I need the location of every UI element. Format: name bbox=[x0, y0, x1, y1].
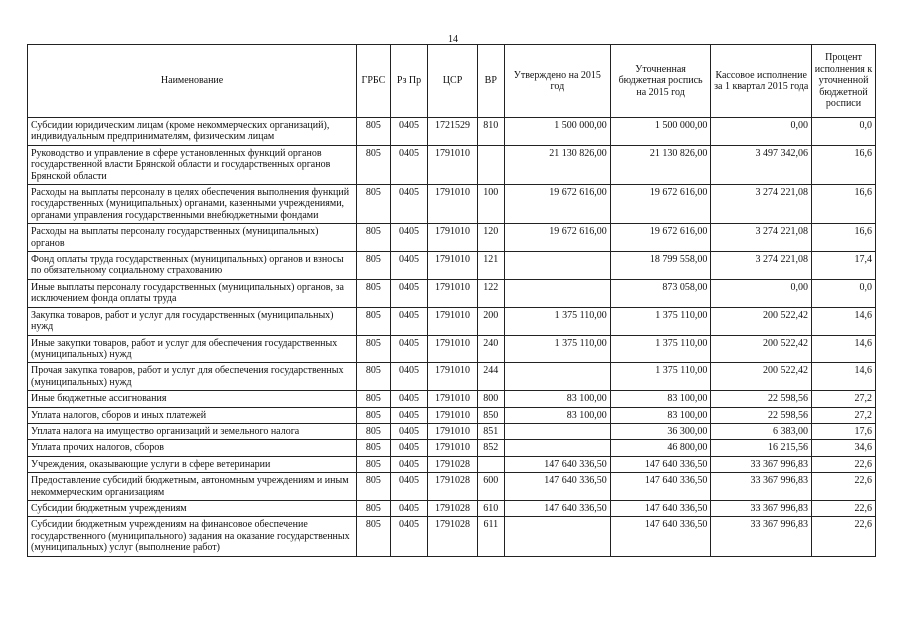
cell-grbs: 805 bbox=[357, 307, 391, 335]
cell-percent: 22,6 bbox=[812, 473, 876, 501]
cell-cash: 22 598,56 bbox=[711, 407, 812, 423]
cell-percent: 14,6 bbox=[812, 307, 876, 335]
table-row bbox=[28, 185, 876, 224]
cell-refined: 147 640 336,50 bbox=[610, 500, 711, 516]
cell-rzpr: 0405 bbox=[390, 307, 428, 335]
cell-cash: 0,00 bbox=[711, 279, 812, 307]
table-row bbox=[28, 407, 876, 423]
cell-refined: 1 375 110,00 bbox=[610, 335, 711, 363]
cell-approved bbox=[504, 279, 610, 307]
header-vr: ВР bbox=[477, 45, 504, 118]
cell-name: Субсидии бюджетным учреждениям на финансовое обеспечение государственного (муниципального) задания на оказание государственных (муниципальных) услуг (выполнение работ) bbox=[28, 517, 357, 556]
cell-cash: 3 274 221,08 bbox=[711, 252, 812, 280]
cell-rzpr: 0405 bbox=[390, 185, 428, 224]
cell-grbs: 805 bbox=[357, 335, 391, 363]
cell-cash: 22 598,56 bbox=[711, 391, 812, 407]
table-row bbox=[28, 307, 876, 335]
cell-percent: 17,6 bbox=[812, 423, 876, 439]
cell-vr: 810 bbox=[477, 118, 504, 146]
cell-cash: 33 367 996,83 bbox=[711, 456, 812, 472]
cell-percent: 16,6 bbox=[812, 224, 876, 252]
cell-vr: 121 bbox=[477, 252, 504, 280]
cell-refined: 873 058,00 bbox=[610, 279, 711, 307]
cell-refined: 1 375 110,00 bbox=[610, 363, 711, 391]
cell-vr: 600 bbox=[477, 473, 504, 501]
cell-grbs: 805 bbox=[357, 145, 391, 184]
cell-name: Закупка товаров, работ и услуг для государственных (муниципальных) нужд bbox=[28, 307, 357, 335]
cell-percent: 17,4 bbox=[812, 252, 876, 280]
cell-percent: 27,2 bbox=[812, 407, 876, 423]
cell-rzpr: 0405 bbox=[390, 473, 428, 501]
cell-cash: 16 215,56 bbox=[711, 440, 812, 456]
cell-percent: 0,0 bbox=[812, 118, 876, 146]
cell-percent: 14,6 bbox=[812, 335, 876, 363]
table-body bbox=[28, 118, 876, 557]
cell-rzpr: 0405 bbox=[390, 440, 428, 456]
cell-cash: 0,00 bbox=[711, 118, 812, 146]
cell-vr: 800 bbox=[477, 391, 504, 407]
cell-rzpr: 0405 bbox=[390, 456, 428, 472]
cell-name: Уплата налогов, сборов и иных платежей bbox=[28, 407, 357, 423]
cell-vr: 240 bbox=[477, 335, 504, 363]
cell-grbs: 805 bbox=[357, 473, 391, 501]
cell-grbs: 805 bbox=[357, 363, 391, 391]
cell-csr: 1791010 bbox=[428, 224, 477, 252]
cell-rzpr: 0405 bbox=[390, 423, 428, 439]
cell-cash: 33 367 996,83 bbox=[711, 517, 812, 556]
cell-approved: 19 672 616,00 bbox=[504, 224, 610, 252]
cell-rzpr: 0405 bbox=[390, 391, 428, 407]
cell-cash: 200 522,42 bbox=[711, 307, 812, 335]
cell-approved: 1 375 110,00 bbox=[504, 307, 610, 335]
cell-csr: 1791010 bbox=[428, 307, 477, 335]
cell-grbs: 805 bbox=[357, 440, 391, 456]
cell-name: Учреждения, оказывающие услуги в сфере ветеринарии bbox=[28, 456, 357, 472]
cell-percent: 34,6 bbox=[812, 440, 876, 456]
cell-name: Иные бюджетные ассигнования bbox=[28, 391, 357, 407]
cell-vr: 100 bbox=[477, 185, 504, 224]
cell-cash: 33 367 996,83 bbox=[711, 473, 812, 501]
cell-csr: 1791010 bbox=[428, 252, 477, 280]
table-row bbox=[28, 224, 876, 252]
cell-name: Иные выплаты персоналу государственных (муниципальных) органов, за исключением фонда оплаты труда bbox=[28, 279, 357, 307]
cell-refined: 147 640 336,50 bbox=[610, 473, 711, 501]
cell-csr: 1791028 bbox=[428, 517, 477, 556]
cell-refined: 147 640 336,50 bbox=[610, 456, 711, 472]
table-row bbox=[28, 500, 876, 516]
cell-cash: 3 274 221,08 bbox=[711, 185, 812, 224]
cell-rzpr: 0405 bbox=[390, 224, 428, 252]
cell-refined: 83 100,00 bbox=[610, 407, 711, 423]
header-name: Наименование bbox=[28, 45, 357, 118]
cell-grbs: 805 bbox=[357, 118, 391, 146]
cell-vr: 610 bbox=[477, 500, 504, 516]
cell-grbs: 805 bbox=[357, 517, 391, 556]
table-row bbox=[28, 391, 876, 407]
header-rzpr: Рз Пр bbox=[390, 45, 428, 118]
cell-vr: 122 bbox=[477, 279, 504, 307]
cell-approved: 147 640 336,50 bbox=[504, 500, 610, 516]
cell-csr: 1791010 bbox=[428, 145, 477, 184]
cell-vr bbox=[477, 456, 504, 472]
cell-grbs: 805 bbox=[357, 224, 391, 252]
table-row bbox=[28, 335, 876, 363]
cell-grbs: 805 bbox=[357, 185, 391, 224]
table-row bbox=[28, 279, 876, 307]
cell-name: Субсидии юридическим лицам (кроме некоммерческих организаций), индивидуальным предпринимателям, физическим лицам bbox=[28, 118, 357, 146]
cell-csr: 1791010 bbox=[428, 335, 477, 363]
cell-approved: 1 375 110,00 bbox=[504, 335, 610, 363]
header-grbs: ГРБС bbox=[357, 45, 391, 118]
header-refined: Уточненная бюджетная роспись на 2015 год bbox=[610, 45, 711, 118]
cell-rzpr: 0405 bbox=[390, 279, 428, 307]
cell-approved bbox=[504, 252, 610, 280]
cell-cash: 6 383,00 bbox=[711, 423, 812, 439]
cell-rzpr: 0405 bbox=[390, 252, 428, 280]
cell-name: Руководство и управление в сфере установленных функций органов государственной власти Брянской области и государственных органов Брянской области bbox=[28, 145, 357, 184]
cell-name: Предоставление субсидий бюджетным, автономным учреждениям и иным некоммерческим организациям bbox=[28, 473, 357, 501]
cell-rzpr: 0405 bbox=[390, 500, 428, 516]
cell-name: Иные закупки товаров, работ и услуг для обеспечения государственных (муниципальных) нужд bbox=[28, 335, 357, 363]
cell-refined: 36 300,00 bbox=[610, 423, 711, 439]
cell-grbs: 805 bbox=[357, 407, 391, 423]
table-row bbox=[28, 252, 876, 280]
table-row bbox=[28, 145, 876, 184]
cell-refined: 83 100,00 bbox=[610, 391, 711, 407]
cell-csr: 1791028 bbox=[428, 456, 477, 472]
header-percent: Процент исполнения к уточненной бюджетной росписи bbox=[812, 45, 876, 118]
page-number: 14 bbox=[448, 34, 458, 45]
cell-cash: 200 522,42 bbox=[711, 363, 812, 391]
cell-rzpr: 0405 bbox=[390, 335, 428, 363]
cell-rzpr: 0405 bbox=[390, 407, 428, 423]
cell-csr: 1791028 bbox=[428, 500, 477, 516]
cell-approved: 83 100,00 bbox=[504, 407, 610, 423]
cell-csr: 1791010 bbox=[428, 423, 477, 439]
cell-rzpr: 0405 bbox=[390, 145, 428, 184]
cell-grbs: 805 bbox=[357, 252, 391, 280]
cell-cash: 3 274 221,08 bbox=[711, 224, 812, 252]
cell-grbs: 805 bbox=[357, 500, 391, 516]
cell-vr bbox=[477, 145, 504, 184]
cell-vr: 850 bbox=[477, 407, 504, 423]
cell-csr: 1791010 bbox=[428, 391, 477, 407]
table-row bbox=[28, 423, 876, 439]
cell-name: Субсидии бюджетным учреждениям bbox=[28, 500, 357, 516]
cell-percent: 22,6 bbox=[812, 517, 876, 556]
cell-name: Прочая закупка товаров, работ и услуг для обеспечения государственных (муниципальных) нужд bbox=[28, 363, 357, 391]
cell-vr: 852 bbox=[477, 440, 504, 456]
cell-approved: 19 672 616,00 bbox=[504, 185, 610, 224]
cell-approved: 21 130 826,00 bbox=[504, 145, 610, 184]
cell-grbs: 805 bbox=[357, 391, 391, 407]
table-row bbox=[28, 118, 876, 146]
cell-refined: 19 672 616,00 bbox=[610, 185, 711, 224]
cell-csr: 1791010 bbox=[428, 440, 477, 456]
cell-refined: 1 500 000,00 bbox=[610, 118, 711, 146]
cell-approved bbox=[504, 517, 610, 556]
cell-refined: 1 375 110,00 bbox=[610, 307, 711, 335]
table-header-row bbox=[28, 45, 876, 118]
cell-name: Уплата налога на имущество организаций и земельного налога bbox=[28, 423, 357, 439]
cell-approved: 83 100,00 bbox=[504, 391, 610, 407]
table-row bbox=[28, 473, 876, 501]
cell-rzpr: 0405 bbox=[390, 363, 428, 391]
cell-approved: 147 640 336,50 bbox=[504, 456, 610, 472]
cell-csr: 1791010 bbox=[428, 279, 477, 307]
cell-name: Уплата прочих налогов, сборов bbox=[28, 440, 357, 456]
table-row bbox=[28, 456, 876, 472]
cell-csr: 1721529 bbox=[428, 118, 477, 146]
cell-cash: 200 522,42 bbox=[711, 335, 812, 363]
header-approved: Утверждено на 2015 год bbox=[504, 45, 610, 118]
table-row bbox=[28, 363, 876, 391]
cell-name: Фонд оплаты труда государственных (муниципальных) органов и взносы по обязательному социальному страхованию bbox=[28, 252, 357, 280]
cell-approved bbox=[504, 423, 610, 439]
cell-rzpr: 0405 bbox=[390, 517, 428, 556]
cell-name: Расходы на выплаты персоналу государственных (муниципальных) органов bbox=[28, 224, 357, 252]
cell-csr: 1791028 bbox=[428, 473, 477, 501]
cell-grbs: 805 bbox=[357, 423, 391, 439]
cell-approved: 1 500 000,00 bbox=[504, 118, 610, 146]
cell-percent: 0,0 bbox=[812, 279, 876, 307]
budget-table bbox=[27, 44, 876, 557]
table-row bbox=[28, 517, 876, 556]
cell-refined: 18 799 558,00 bbox=[610, 252, 711, 280]
cell-cash: 3 497 342,06 bbox=[711, 145, 812, 184]
cell-approved bbox=[504, 440, 610, 456]
cell-refined: 21 130 826,00 bbox=[610, 145, 711, 184]
cell-refined: 19 672 616,00 bbox=[610, 224, 711, 252]
cell-csr: 1791010 bbox=[428, 185, 477, 224]
cell-grbs: 805 bbox=[357, 456, 391, 472]
cell-vr: 120 bbox=[477, 224, 504, 252]
cell-vr: 851 bbox=[477, 423, 504, 439]
cell-vr: 244 bbox=[477, 363, 504, 391]
cell-approved bbox=[504, 363, 610, 391]
cell-grbs: 805 bbox=[357, 279, 391, 307]
table-row bbox=[28, 440, 876, 456]
cell-refined: 46 800,00 bbox=[610, 440, 711, 456]
cell-percent: 22,6 bbox=[812, 456, 876, 472]
cell-percent: 27,2 bbox=[812, 391, 876, 407]
cell-vr: 200 bbox=[477, 307, 504, 335]
cell-refined: 147 640 336,50 bbox=[610, 517, 711, 556]
header-cash: Кассовое исполнение за 1 квартал 2015 года bbox=[711, 45, 812, 118]
cell-percent: 14,6 bbox=[812, 363, 876, 391]
cell-percent: 16,6 bbox=[812, 185, 876, 224]
cell-rzpr: 0405 bbox=[390, 118, 428, 146]
cell-name: Расходы на выплаты персоналу в целях обеспечения выполнения функций государственных (муниципальных) органами, казенными учреждениями, органами управления государственными внебюджетными фондами bbox=[28, 185, 357, 224]
cell-percent: 22,6 bbox=[812, 500, 876, 516]
cell-approved: 147 640 336,50 bbox=[504, 473, 610, 501]
cell-cash: 33 367 996,83 bbox=[711, 500, 812, 516]
cell-csr: 1791010 bbox=[428, 407, 477, 423]
cell-csr: 1791010 bbox=[428, 363, 477, 391]
cell-percent: 16,6 bbox=[812, 145, 876, 184]
cell-vr: 611 bbox=[477, 517, 504, 556]
header-csr: ЦСР bbox=[428, 45, 477, 118]
